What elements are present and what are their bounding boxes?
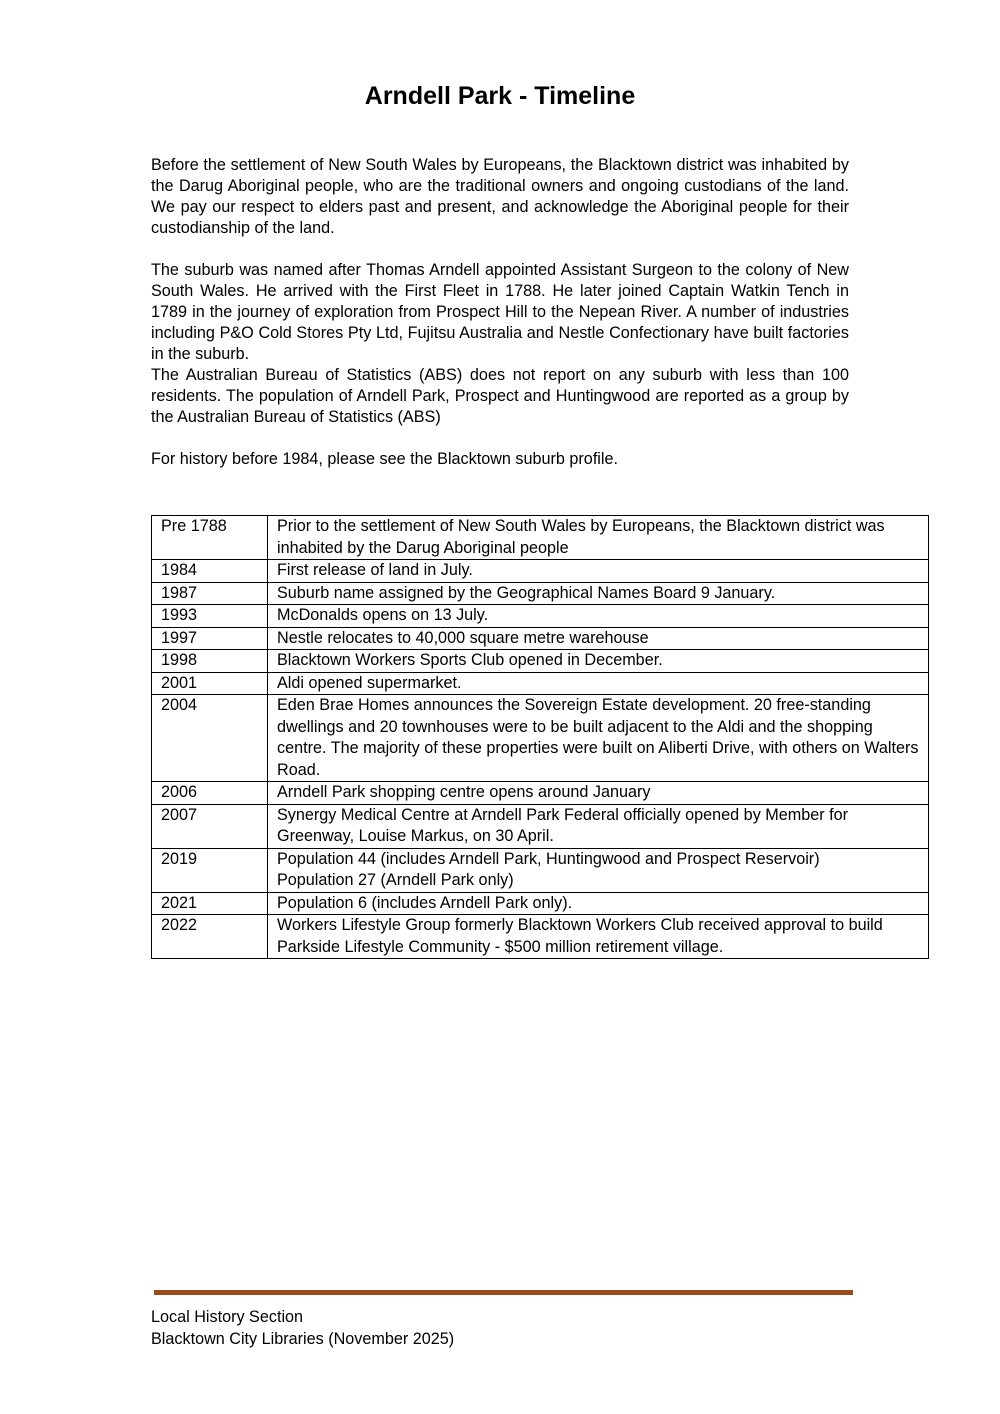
timeline-event: Nestle relocates to 40,000 square metre warehouse <box>268 627 929 650</box>
timeline-event: Arndell Park shopping centre opens around January <box>268 782 929 805</box>
timeline-event-line: Population 27 (Arndell Park only) <box>277 871 514 889</box>
intro-section <box>151 155 849 470</box>
timeline-event: Eden Brae Homes announces the Sovereign Estate development. 20 free-standing dwellings and 20 townhouses were to be built adjacent to the Aldi and the shopping centre. The majority of these properties were built on Aliberti Drive, with others on Walters Road. <box>268 695 929 782</box>
timeline-year: 2004 <box>152 695 268 782</box>
page-title: Arndell Park - Timeline <box>364 82 636 110</box>
footer <box>151 1307 454 1350</box>
table-row <box>152 627 929 650</box>
timeline-event: Workers Lifestyle Group formerly Blacktown Workers Club received approval to build Parkside Lifestyle Community - $500 million retirement village. <box>268 915 929 959</box>
table-row <box>152 695 929 782</box>
timeline-event: Suburb name assigned by the Geographical Names Board 9 January. <box>268 582 929 605</box>
timeline-year: 1997 <box>152 627 268 650</box>
timeline-event-line: Population 44 (includes Arndell Park, Huntingwood and Prospect Reservoir) <box>277 849 820 868</box>
table-row <box>152 650 929 673</box>
timeline-event: Blacktown Workers Sports Club opened in December. <box>268 650 929 673</box>
table-row <box>152 605 929 628</box>
timeline-event: Aldi opened supermarket. <box>268 672 929 695</box>
timeline-year: 2001 <box>152 672 268 695</box>
footer-library-name: Blacktown City Libraries (November 2025) <box>151 1329 455 1348</box>
footer-section-name: Local History Section <box>151 1308 304 1326</box>
table-row <box>152 582 929 605</box>
table-row <box>152 516 929 560</box>
table-row <box>152 782 929 805</box>
timeline-event: Synergy Medical Centre at Arndell Park Federal officially opened by Member for Greenway, Louise Markus, on 30 April. <box>268 804 929 848</box>
timeline-event: McDonalds opens on 13 July. <box>268 605 929 628</box>
table-row <box>152 848 929 892</box>
timeline-year: 2006 <box>152 782 268 805</box>
timeline-event: First release of land in July. <box>268 560 929 583</box>
timeline-year: 2007 <box>152 804 268 848</box>
intro-paragraph-acknowledgement: Before the settlement of New South Wales by Europeans, the Blacktown district was inhabited by the Darug Aboriginal people, who are the traditional owners and ongoing custodians of the land. We pay our respect to elders past and present, and acknowledge the Aboriginal people for their custodianship of the land. <box>151 156 849 237</box>
table-row <box>152 672 929 695</box>
table-row <box>152 804 929 848</box>
intro-paragraph-reference: For history before 1984, please see the Blacktown suburb profile. <box>151 450 619 468</box>
timeline-year: 2022 <box>152 915 268 959</box>
timeline-year: Pre 1788 <box>152 516 268 560</box>
timeline-event: Population 6 (includes Arndell Park only). <box>268 892 929 915</box>
timeline-year: 1993 <box>152 605 268 628</box>
timeline-year: 2019 <box>152 848 268 892</box>
timeline-event <box>268 848 929 892</box>
timeline-table <box>151 515 929 959</box>
timeline-year: 1984 <box>152 560 268 583</box>
intro-paragraph-history: The suburb was named after Thomas Arndell appointed Assistant Surgeon to the colony of New South Wales. He arrived with the First Fleet in 1788. He later joined Captain Watkin Tench in 1789 in the journey of exploration from Prospect Hill to the Nepean River. A number of industries including P&O Cold Stores Pty Ltd, Fujitsu Australia and Nestle Confectionary have built factories in the suburb. <box>151 261 849 363</box>
footer-divider <box>154 1290 853 1295</box>
table-row <box>152 892 929 915</box>
table-row <box>152 560 929 583</box>
timeline-year: 1998 <box>152 650 268 673</box>
timeline-year: 2021 <box>152 892 268 915</box>
intro-paragraph-abs: The Australian Bureau of Statistics (ABS) does not report on any suburb with less than 100 residents. The population of Arndell Park, Prospect and Huntingwood are reported as a group by the Australian Bureau of Statistics (ABS) <box>151 366 849 426</box>
table-row <box>152 915 929 959</box>
timeline-event: Prior to the settlement of New South Wales by Europeans, the Blacktown district was inhabited by the Darug Aboriginal people <box>268 516 929 560</box>
timeline-year: 1987 <box>152 582 268 605</box>
